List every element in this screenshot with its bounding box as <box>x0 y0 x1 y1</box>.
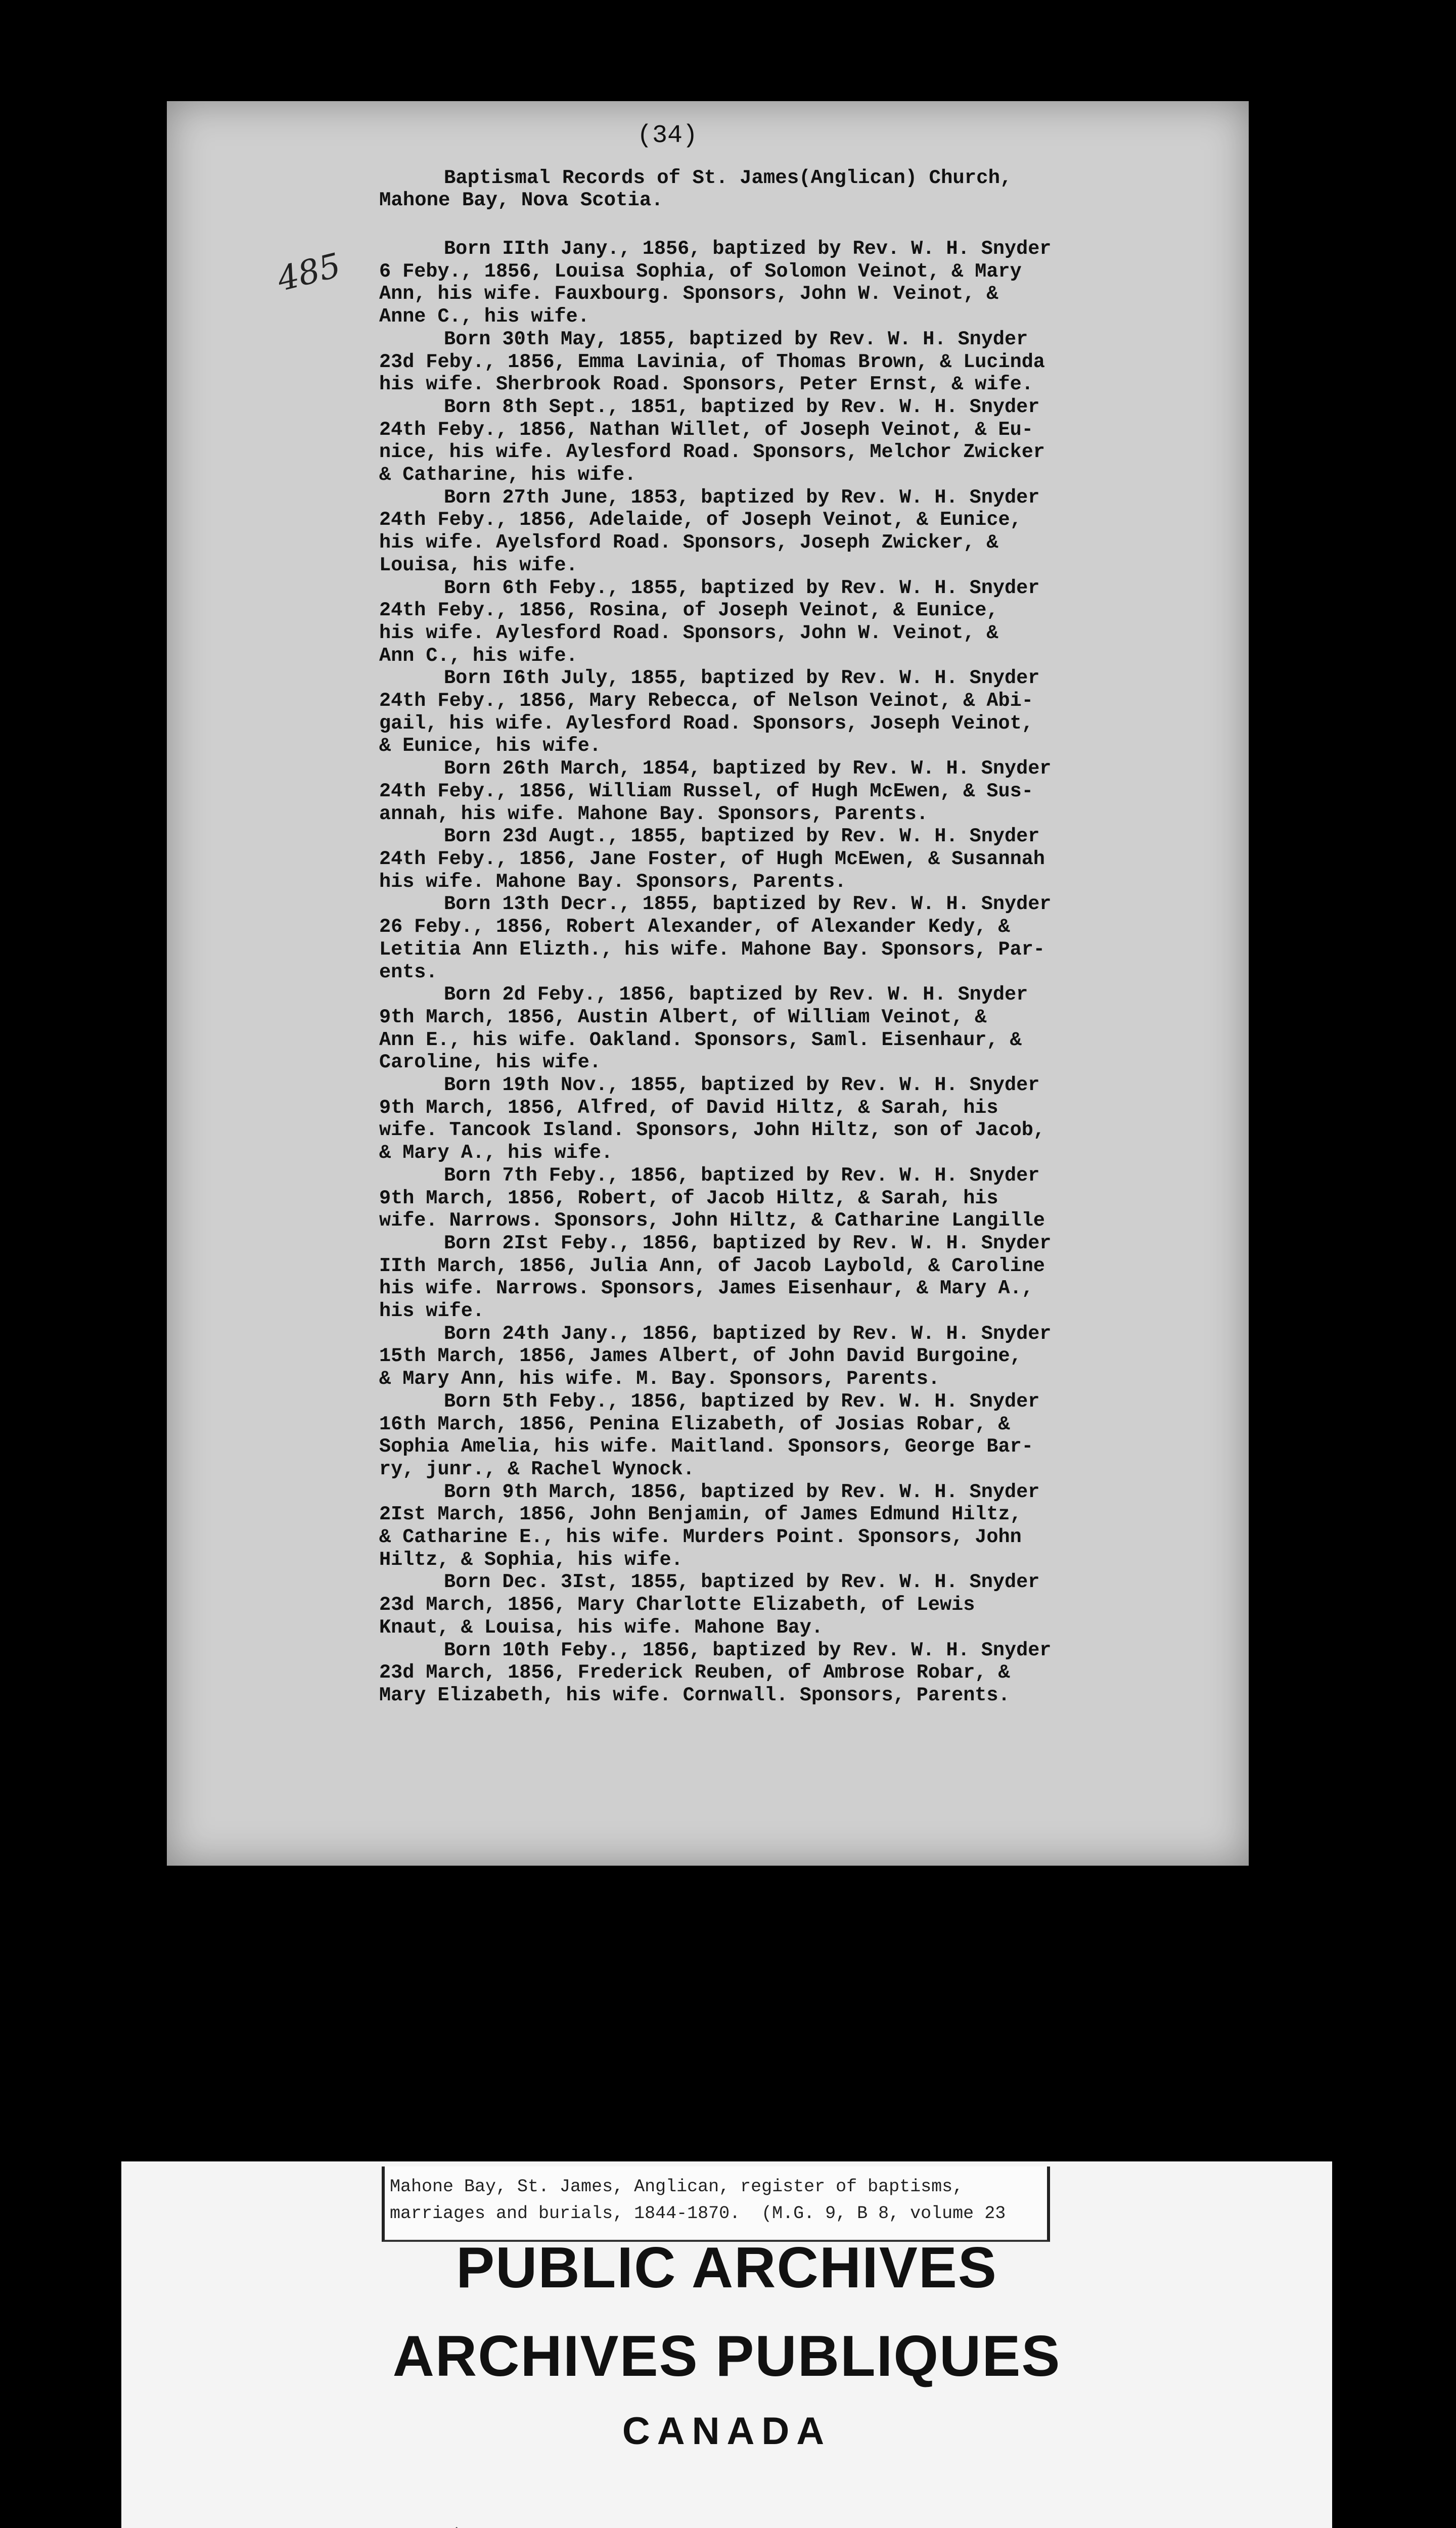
archives-title-english: PUBLIC ARCHIVES <box>456 2236 997 2300</box>
baptism-record <box>379 1481 1208 1571</box>
heading-line-2: Mahone Bay, Nova Scotia. <box>379 189 663 211</box>
archives-title-french: ARCHIVES PUBLIQUES <box>392 2324 1061 2388</box>
record-line: Born 7th Feby., 1856, baptized by Rev. W. H. Snyder <box>444 1164 1040 1187</box>
record-line: nice, his wife. Aylesford Road. Sponsors, Melchor Zwicker <box>379 441 1045 464</box>
baptism-record <box>379 1639 1208 1707</box>
page-heading <box>379 167 1208 211</box>
record-line: ents. <box>379 961 438 983</box>
baptism-record <box>379 983 1208 1074</box>
record-line: Born 10th Feby., 1856, baptized by Rev. W. H. Snyder <box>444 1639 1052 1661</box>
record-line: Born 19th Nov., 1855, baptized by Rev. W. H. Snyder <box>444 1074 1040 1097</box>
record-line: his wife. Narrows. Sponsors, James Eisenhaur, & Mary A., <box>379 1277 1033 1300</box>
document-page <box>167 101 1249 1866</box>
baptism-record <box>379 1164 1208 1232</box>
record-line: & Catharine, his wife. <box>379 464 636 486</box>
record-line: 24th Feby., 1856, Rosina, of Joseph Veinot, & Eunice, <box>379 599 998 622</box>
archives-country: CANADA <box>622 2410 832 2453</box>
record-line: 24th Feby., 1856, Nathan Willet, of Joseph Veinot, & Eu- <box>379 418 1033 441</box>
record-line: his wife. Mahone Bay. Sponsors, Parents. <box>379 870 847 893</box>
baptism-record <box>379 757 1208 825</box>
record-line: 2Ist March, 1856, John Benjamin, of James Edmund Hiltz, <box>379 1503 1022 1526</box>
record-line: Letitia Ann Elizth., his wife. Mahone Bay. Sponsors, Par- <box>379 938 1045 961</box>
record-line: IIth March, 1856, Julia Ann, of Jacob Laybold, & Caroline <box>379 1254 1045 1277</box>
record-line: 9th March, 1856, Austin Albert, of William Veinot, & <box>379 1006 987 1028</box>
record-line: Anne C., his wife. <box>379 305 589 328</box>
record-line: Caroline, his wife. <box>379 1051 601 1074</box>
record-line: & Catharine E., his wife. Murders Point. Sponsors, John <box>379 1526 1022 1549</box>
record-line: 15th March, 1856, James Albert, of John David Burgoine, <box>379 1345 1022 1368</box>
record-line: ry, junr., & Rachel Wynock. <box>379 1458 695 1480</box>
record-line: 24th Feby., 1856, William Russel, of Hugh McEwen, & Sus- <box>379 780 1033 802</box>
pen-stroke-mark <box>455 2525 516 2528</box>
record-line: & Mary Ann, his wife. M. Bay. Sponsors, Parents. <box>379 1368 940 1390</box>
record-line: Ann C., his wife. <box>379 644 578 667</box>
record-line: Sophia Amelia, his wife. Maitland. Sponsors, George Bar- <box>379 1435 1033 1458</box>
handwritten-margin-note: 485 <box>273 245 345 299</box>
baptism-record <box>379 486 1208 577</box>
record-line: Born 26th March, 1854, baptized by Rev. W. H. Snyder <box>444 757 1052 780</box>
record-line: 23d Feby., 1856, Emma Lavinia, of Thomas Brown, & Lucinda <box>379 350 1045 373</box>
record-line: 9th March, 1856, Robert, of Jacob Hiltz, & Sarah, his <box>379 1187 998 1209</box>
record-line: 9th March, 1856, Alfred, of David Hiltz, & Sarah, his <box>379 1096 998 1119</box>
baptism-record <box>379 1571 1208 1639</box>
record-line: his wife. Ayelsford Road. Sponsors, Joseph Zwicker, & <box>379 531 998 554</box>
record-line: Born IIth Jany., 1856, baptized by Rev. W. H. Snyder <box>444 238 1052 260</box>
record-line: his wife. <box>379 1300 484 1323</box>
record-line: Born Dec. 3Ist, 1855, baptized by Rev. W. H. Snyder <box>444 1571 1040 1594</box>
baptism-records <box>379 238 1208 1707</box>
page-number: (34) <box>637 121 698 150</box>
record-line: Born 24th Jany., 1856, baptized by Rev. W. H. Snyder <box>444 1322 1052 1345</box>
baptism-record <box>379 328 1208 396</box>
record-line: 23d March, 1856, Frederick Reuben, of Ambrose Robar, & <box>379 1661 1010 1684</box>
reference-line-1: Mahone Bay, St. James, Anglican, register of baptisms, <box>390 2177 964 2197</box>
record-line: Born 6th Feby., 1855, baptized by Rev. W. H. Snyder <box>444 576 1040 599</box>
record-line: Born 2Ist Feby., 1856, baptized by Rev. W. H. Snyder <box>444 1232 1052 1254</box>
record-line: Born 5th Feby., 1856, baptized by Rev. W. H. Snyder <box>444 1390 1040 1413</box>
baptism-record <box>379 893 1208 983</box>
record-line: 24th Feby., 1856, Adelaide, of Joseph Veinot, & Eunice, <box>379 509 1022 531</box>
record-line: 23d March, 1856, Mary Charlotte Elizabeth, of Lewis <box>379 1594 975 1616</box>
heading-line-1: Baptismal Records of St. James(Anglican) Church, <box>444 167 1012 189</box>
record-line: Born 27th June, 1853, baptized by Rev. W. H. Snyder <box>444 486 1040 509</box>
record-line: wife. Narrows. Sponsors, John Hiltz, & Catharine Langille <box>379 1209 1045 1232</box>
baptism-record <box>379 1232 1208 1323</box>
record-line: 16th March, 1856, Penina Elizabeth, of Josias Robar, & <box>379 1413 1010 1435</box>
record-line: Born 2d Feby., 1856, baptized by Rev. W. H. Snyder <box>444 983 1028 1006</box>
baptism-record <box>379 577 1208 667</box>
record-line: Ann, his wife. Fauxbourg. Sponsors, John W. Veinot, & <box>379 283 998 305</box>
record-line: Hiltz, & Sophia, his wife. <box>379 1548 683 1571</box>
record-line: 26 Feby., 1856, Robert Alexander, of Alexander Kedy, & <box>379 916 1010 938</box>
record-line: Born 13th Decr., 1855, baptized by Rev. W. H. Snyder <box>444 893 1052 916</box>
record-line: wife. Tancook Island. Sponsors, John Hiltz, son of Jacob, <box>379 1119 1045 1142</box>
reference-line-2: marriages and burials, 1844-1870. (M.G. 9, B 8, volume 23 <box>390 2203 1006 2224</box>
reference-label <box>382 2166 1050 2242</box>
baptism-record <box>379 825 1208 893</box>
record-line: & Eunice, his wife. <box>379 735 601 757</box>
record-line: 24th Feby., 1856, Jane Foster, of Hugh McEwen, & Susannah <box>379 847 1045 870</box>
record-line: Born 9th March, 1856, baptized by Rev. W. H. Snyder <box>444 1480 1040 1503</box>
record-line: annah, his wife. Mahone Bay. Sponsors, Parents. <box>379 802 928 825</box>
record-line: Knaut, & Louisa, his wife. Mahone Bay. <box>379 1616 823 1639</box>
archives-card <box>121 2161 1332 2528</box>
baptism-record <box>379 238 1208 328</box>
record-line: Louisa, his wife. <box>379 554 578 576</box>
record-line: Mary Elizabeth, his wife. Cornwall. Sponsors, Parents. <box>379 1684 1010 1706</box>
record-line: Born I6th July, 1855, baptized by Rev. W. H. Snyder <box>444 667 1040 690</box>
baptism-record <box>379 1074 1208 1164</box>
baptism-record <box>379 667 1208 757</box>
baptism-record <box>379 1323 1208 1390</box>
record-line: his wife. Sherbrook Road. Sponsors, Peter Ernst, & wife. <box>379 373 1033 396</box>
record-line: Born 30th May, 1855, baptized by Rev. W. H. Snyder <box>444 328 1028 350</box>
baptism-record <box>379 1390 1208 1481</box>
record-line: his wife. Aylesford Road. Sponsors, John W. Veinot, & <box>379 621 998 644</box>
record-line: gail, his wife. Aylesford Road. Sponsors, Joseph Veinot, <box>379 712 1033 735</box>
record-line: 6 Feby., 1856, Louisa Sophia, of Solomon Veinot, & Mary <box>379 260 1022 283</box>
baptism-record <box>379 396 1208 486</box>
record-line: Ann E., his wife. Oakland. Sponsors, Saml. Eisenhaur, & <box>379 1028 1022 1051</box>
record-line: Born 23d Augt., 1855, baptized by Rev. W. H. Snyder <box>444 825 1040 848</box>
record-line: Born 8th Sept., 1851, baptized by Rev. W. H. Snyder <box>444 395 1040 418</box>
record-line: 24th Feby., 1856, Mary Rebecca, of Nelson Veinot, & Abi- <box>379 690 1033 712</box>
record-line: & Mary A., his wife. <box>379 1142 613 1164</box>
